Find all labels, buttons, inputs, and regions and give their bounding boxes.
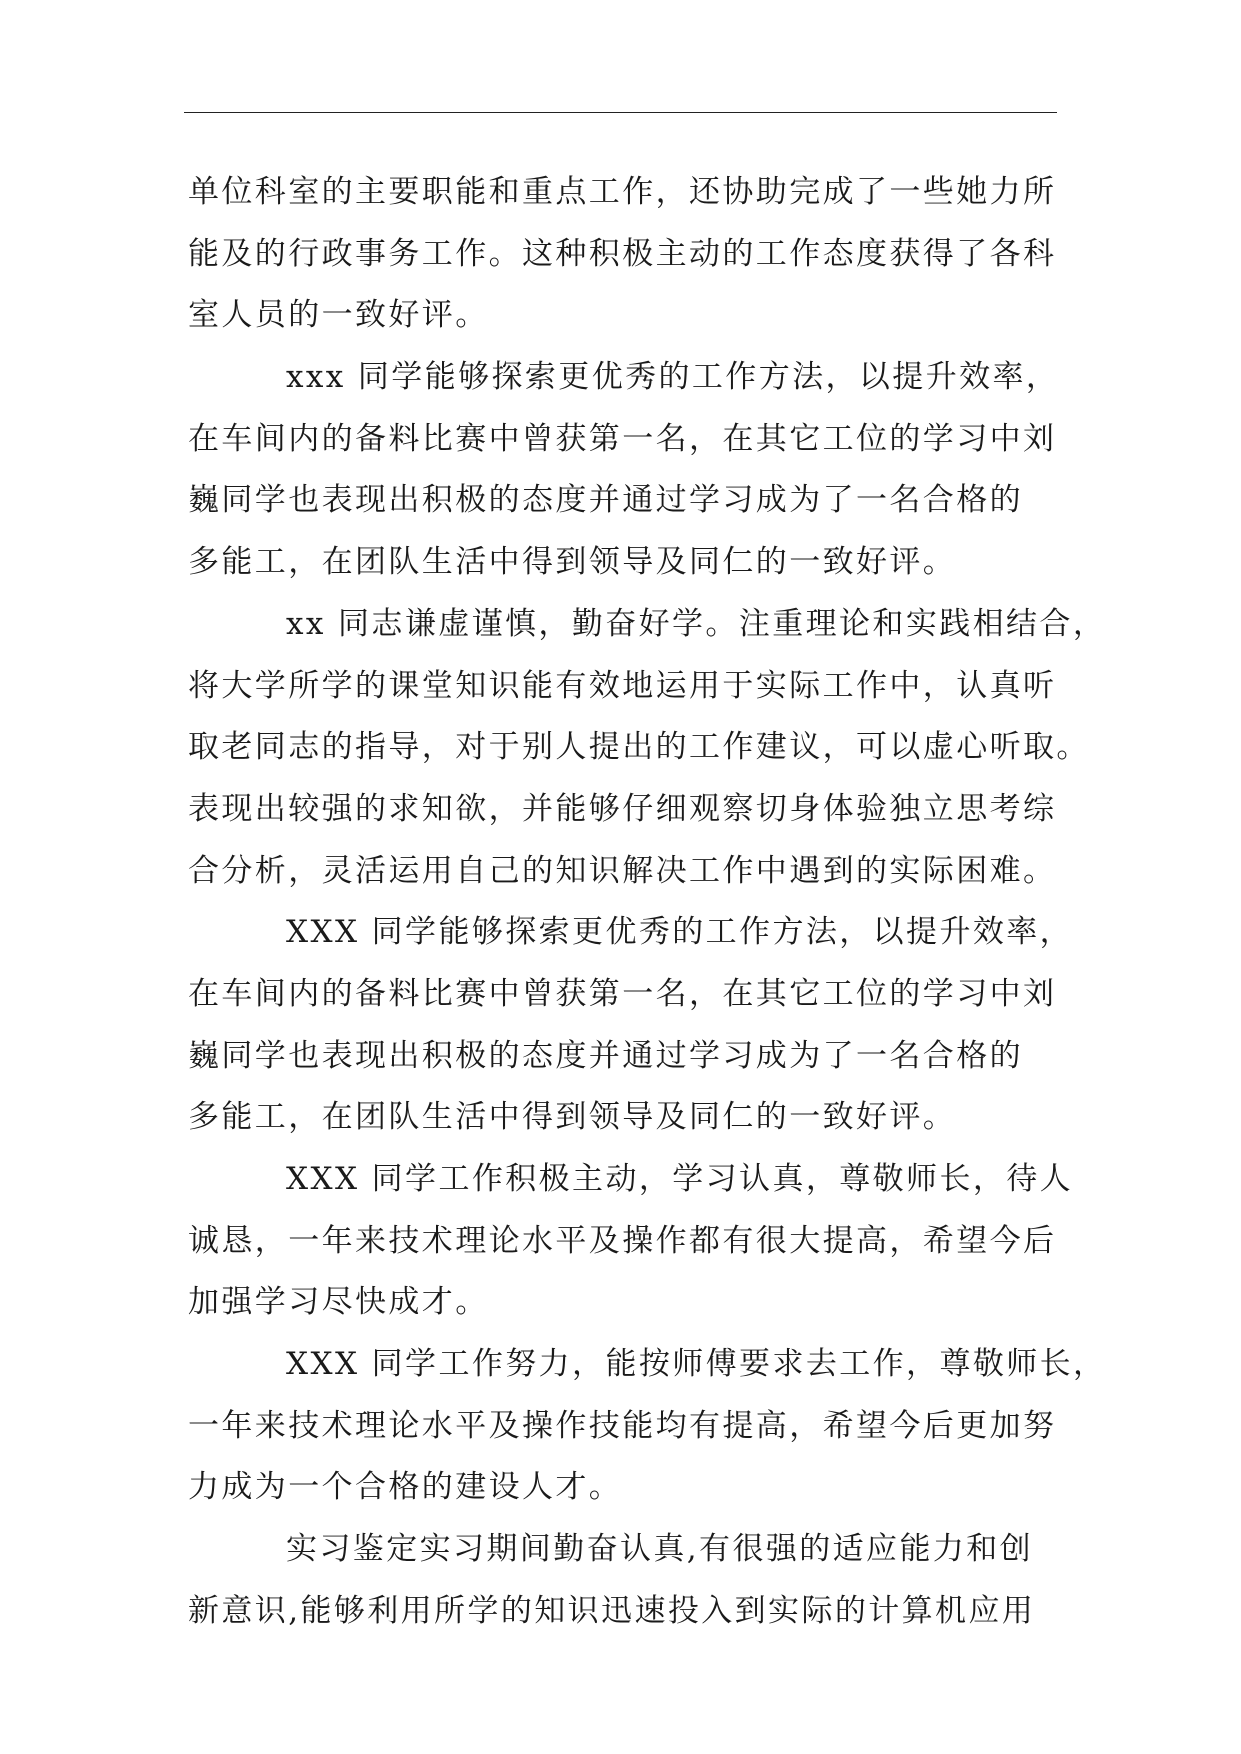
- text-line: XXX 同学工作努力，能按师傅要求去工作，尊敬师长，: [286, 1346, 1107, 1383]
- paragraph: [188, 162, 1068, 347]
- document-body: [188, 162, 1107, 1643]
- text-line: 多能工，在团队生活中得到领导及同仁的一致好评。: [188, 544, 957, 581]
- text-line: 在车间内的备料比赛中曾获第一名，在其它工位的学习中刘: [188, 975, 1057, 1012]
- text-line: 巍同学也表现出积极的态度并通过学习成为了一名合格的: [188, 1037, 1023, 1074]
- header-rule: [184, 112, 1057, 113]
- text-line: 将大学所学的课堂知识能有效地运用于实际工作中，认真听: [188, 667, 1057, 704]
- text-line: 多能工，在团队生活中得到领导及同仁的一致好评。: [188, 1099, 957, 1136]
- text-line: XXX 同学能够探索更优秀的工作方法，以提升效率，: [286, 914, 1074, 951]
- text-line: 在车间内的备料比赛中曾获第一名，在其它工位的学习中刘: [188, 420, 1057, 457]
- paragraph: [188, 1334, 1107, 1519]
- paragraph: [188, 1149, 1074, 1334]
- text-line: 巍同学也表现出积极的态度并通过学习成为了一名合格的: [188, 482, 1023, 519]
- text-line: xx 同志谦虚谨慎，勤奋好学。注重理论和实践相结合，: [286, 605, 1107, 642]
- paragraph: [188, 902, 1074, 1149]
- text-line: 合分析，灵活运用自己的知识解决工作中遇到的实际困难。: [188, 852, 1057, 889]
- text-line: XXX 同学工作积极主动，学习认真，尊敬师长，待人: [286, 1161, 1074, 1197]
- text-line: 实习鉴定实习期间勤奋认真,有很强的适应能力和创: [286, 1531, 1034, 1568]
- text-line: 室人员的一致好评。: [188, 297, 489, 334]
- text-line: xxx 同学能够探索更优秀的工作方法，以提升效率，: [286, 359, 1060, 396]
- text-line: 取老同志的指导，对于别人提出的工作建议，可以虚心听取。: [188, 729, 1090, 766]
- text-line: 加强学习尽快成才。: [188, 1284, 489, 1321]
- paragraph: [188, 347, 1068, 594]
- text-line: 力成为一个合格的建设人才。: [188, 1469, 623, 1506]
- text-line: 一年来技术理论水平及操作技能均有提高，希望今后更加努: [188, 1407, 1057, 1444]
- text-line: 表现出较强的求知欲，并能够仔细观察切身体验独立思考综: [188, 790, 1057, 827]
- text-line: 新意识,能够利用所学的知识迅速投入到实际的计算机应用: [188, 1592, 1036, 1629]
- text-line: 单位科室的主要职能和重点工作，还协助完成了一些她力所: [188, 174, 1057, 210]
- paragraph: [188, 594, 1107, 902]
- text-line: 诚恳，一年来技术理论水平及操作都有很大提高，希望今后: [188, 1222, 1057, 1259]
- text-line: 能及的行政事务工作。这种积极主动的工作态度获得了各科: [188, 235, 1057, 272]
- paragraph: [188, 1519, 1068, 1642]
